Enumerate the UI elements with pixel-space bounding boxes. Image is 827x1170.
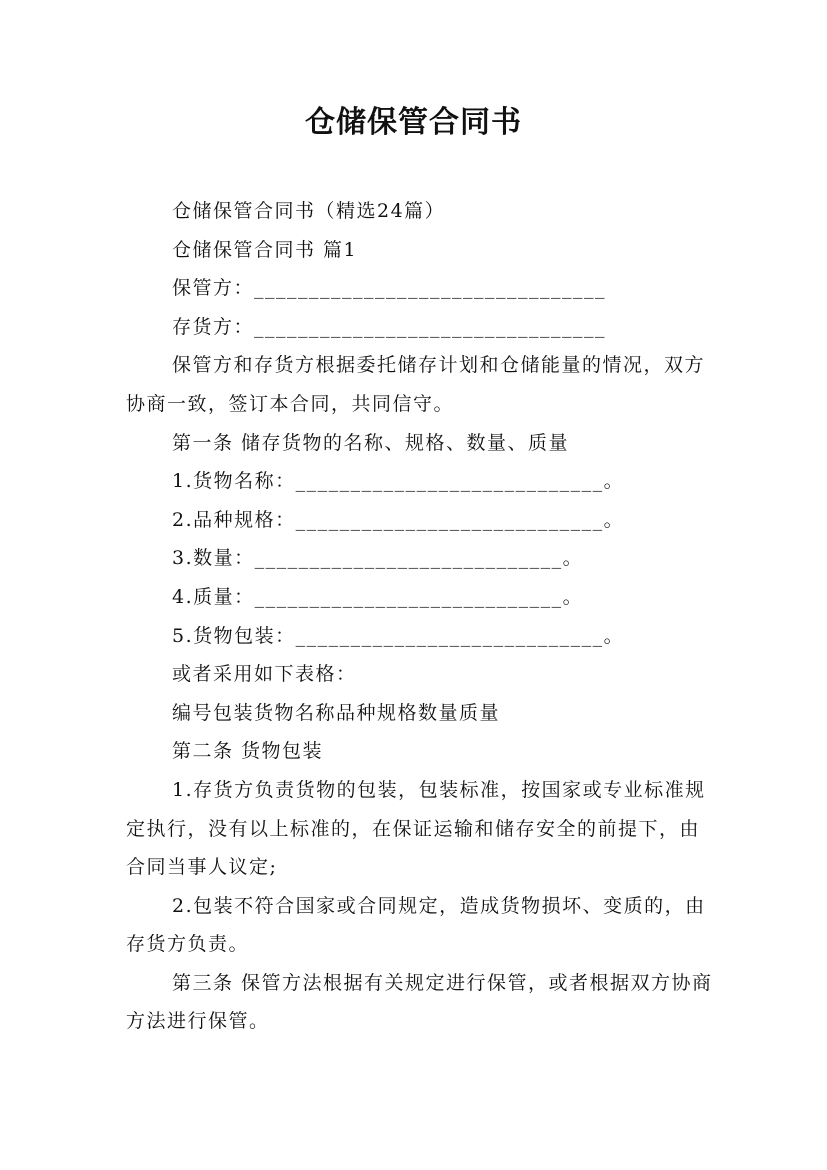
variety-spec-line: 2.品种规格：____________________________。: [172, 508, 625, 531]
article2-heading: 第二条 货物包装: [172, 740, 324, 763]
article3-paragraph: 第三条 保管方法根据有关规定进行保管，或者根据双方协商方法进行保管。: [126, 971, 713, 1033]
article2-item1: 1.存货方负责货物的包装，包装标准，按国家或专业标准规定执行，没有以上标准的，在保证运输和储存安全的前提下，由合同当事人议定;: [126, 778, 706, 879]
document-subtitle: 仓储保管合同书（精选24篇）: [172, 200, 446, 222]
packaging-line: 5.货物包装：____________________________。: [172, 624, 625, 647]
section-heading: 仓储保管合同书 篇1: [172, 238, 358, 261]
article1-heading: 第一条 储存货物的名称、规格、数量、质量: [172, 431, 570, 454]
quality-line: 4.质量：____________________________。: [172, 585, 584, 608]
goods-name-line: 1.货物名称：____________________________。: [172, 470, 625, 493]
quantity-line: 3.数量：____________________________。: [172, 547, 584, 570]
intro-paragraph: 保管方和存货方根据委托储存计划和仓储能量的情况，双方协商一致，签订本合同，共同信守。: [126, 354, 706, 415]
table-intro: 或者采用如下表格：: [172, 663, 357, 686]
document-body: [126, 192, 716, 1041]
custodian-line: 保管方：________________________________: [172, 277, 607, 300]
article2-item2: 2.包装不符合国家或合同规定，造成货物损坏、变质的，由存货方负责。: [126, 894, 706, 956]
document-title: 仓储保管合同书: [305, 105, 522, 140]
table-header-line: 编号包装货物名称品种规格数量质量: [172, 701, 501, 724]
depositor-line: 存货方：________________________________: [172, 315, 607, 338]
